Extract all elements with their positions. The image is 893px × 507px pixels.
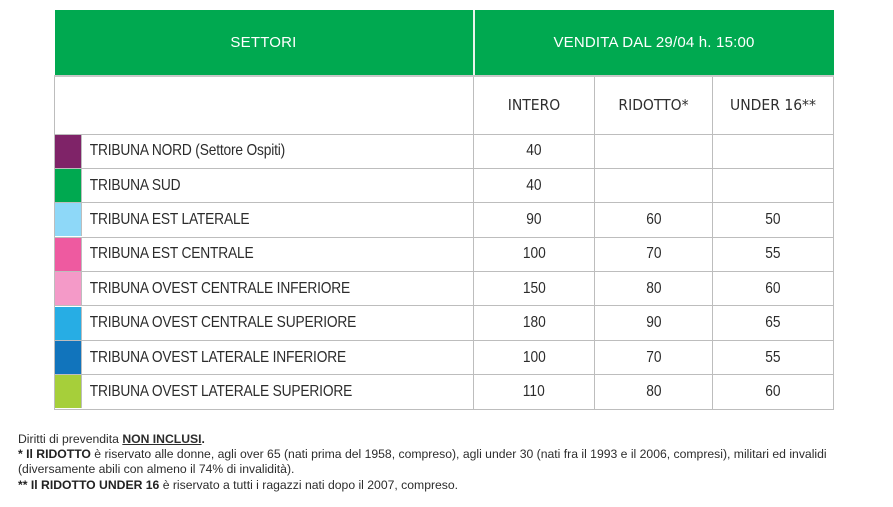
- sector-name: TRIBUNA EST CENTRALE: [89, 245, 254, 263]
- column-header-ridotto: RIDOTTO*: [595, 76, 713, 134]
- sector-color-swatch: [55, 307, 82, 340]
- presale-fees-note: Diritti di prevendita NON INCLUSI.: [18, 432, 205, 446]
- sector-name: TRIBUNA NORD (Settore Ospiti): [89, 142, 286, 160]
- sector-color-swatch: [55, 203, 82, 236]
- price-ridotto: 70: [595, 237, 713, 271]
- price-intero: 180: [474, 306, 595, 340]
- not-included-emphasis: NON INCLUSI: [122, 432, 202, 446]
- sale-date-header: VENDITA DAL 29/04 h. 15:00: [474, 10, 834, 76]
- price-under16: 65: [713, 306, 834, 340]
- sectors-header: SETTORI: [55, 10, 474, 76]
- sector-cell: [55, 375, 474, 409]
- price-intero: 40: [474, 168, 595, 202]
- sector-name: TRIBUNA SUD: [89, 176, 181, 194]
- sector-cell: [55, 340, 474, 374]
- price-under16: 50: [713, 203, 834, 237]
- price-under16: 55: [713, 237, 834, 271]
- price-under16: 60: [713, 375, 834, 409]
- price-under16: [713, 168, 834, 202]
- sector-name: TRIBUNA OVEST LATERALE INFERIORE: [89, 348, 346, 366]
- sector-color-swatch: [55, 169, 82, 202]
- price-ridotto: 60: [595, 203, 713, 237]
- sector-color-swatch: [55, 375, 82, 408]
- table-row: [55, 375, 834, 409]
- sector-color-swatch: [55, 238, 82, 271]
- ridotto-note-label: * Il RIDOTTO: [18, 447, 91, 462]
- price-intero: 100: [474, 237, 595, 271]
- price-intero: 110: [474, 375, 595, 409]
- under16-note-label: ** Il RIDOTTO UNDER 16: [18, 477, 160, 492]
- ridotto-note: * Il RIDOTTO è riservato alle donne, agli over 65 (nati prima del 1958, compreso), agli under 30 (nati fra il 1993 e il 2006, compresi), militari ed invalidi (diversamente abili con almeno il 74% di invalidità).: [18, 447, 827, 477]
- sector-cell: [55, 203, 474, 237]
- table-row: [55, 306, 834, 340]
- price-ridotto: [595, 134, 713, 168]
- price-ridotto: 80: [595, 272, 713, 306]
- table-row: [55, 203, 834, 237]
- sector-name: TRIBUNA OVEST LATERALE SUPERIORE: [89, 382, 353, 400]
- price-ridotto: 80: [595, 375, 713, 409]
- sector-name: TRIBUNA OVEST CENTRALE SUPERIORE: [89, 314, 357, 332]
- sector-cell: [55, 306, 474, 340]
- price-intero: 40: [474, 134, 595, 168]
- sector-name: TRIBUNA EST LATERALE: [89, 210, 250, 228]
- sector-cell: [55, 272, 474, 306]
- table-row: [55, 340, 834, 374]
- price-ridotto: [595, 168, 713, 202]
- sector-cell: [55, 168, 474, 202]
- table-row: [55, 134, 834, 168]
- sector-color-swatch: [55, 135, 82, 168]
- price-intero: 100: [474, 340, 595, 374]
- price-under16: 55: [713, 340, 834, 374]
- sector-cell: [55, 237, 474, 271]
- sector-color-swatch: [55, 341, 82, 374]
- table-row: [55, 237, 834, 271]
- sector-subheader-empty: [55, 76, 474, 134]
- price-intero: 90: [474, 203, 595, 237]
- table-row: [55, 272, 834, 306]
- price-under16: 60: [713, 272, 834, 306]
- column-header-intero: INTERO: [474, 76, 595, 134]
- table-header-row: [55, 10, 834, 76]
- price-ridotto: 70: [595, 340, 713, 374]
- price-table: [54, 10, 834, 410]
- column-header-under16: UNDER 16**: [713, 76, 834, 134]
- sector-color-swatch: [55, 272, 82, 305]
- sector-cell: [55, 134, 474, 168]
- under16-note: ** Il RIDOTTO UNDER 16 è riservato a tutti i ragazzi nati dopo il 2007, compreso.: [18, 477, 459, 492]
- footnotes: [18, 432, 888, 493]
- price-under16: [713, 134, 834, 168]
- price-ridotto: 90: [595, 306, 713, 340]
- column-header-row: [55, 76, 834, 134]
- table-row: [55, 168, 834, 202]
- price-intero: 150: [474, 272, 595, 306]
- sector-name: TRIBUNA OVEST CENTRALE INFERIORE: [89, 279, 351, 297]
